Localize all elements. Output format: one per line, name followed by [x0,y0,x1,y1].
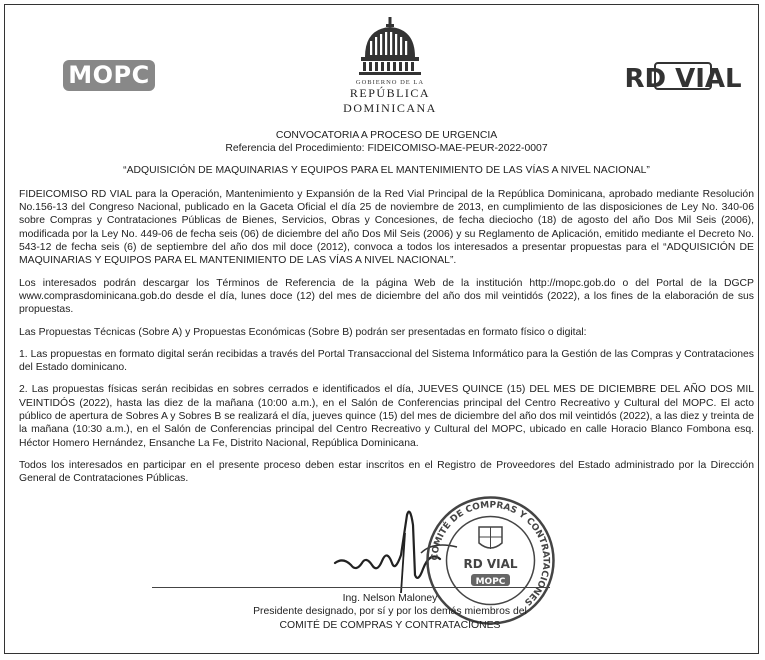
rd-vial-logo-text: RD VIAL [624,64,742,94]
paragraph-download: Los interesados podrán descargar los Términos de Referencia de la página Web de la institución http://mopc.gob.do o del Portal de la DGCP www.comprasdominicana.gob.do desde el día, lunes doce (12) del mes de diciembre del año dos mil veintidós (2022), a los fines de la elaboración de sus propuestas. [19,277,754,316]
document-body [19,129,754,495]
document-page [4,4,759,654]
paragraph-formats: Las Propuestas Técnicas (Sobre A) y Propuestas Económicas (Sobre B) podrán ser presentadas en formato físico o digital: [19,326,587,338]
signer-name: Ing. Nelson Maloney [342,593,438,604]
signer-role: Presidente designado, por sí y por los demás miembros del [253,606,527,618]
seal-outer-text: COMITÉ DE COMPRAS Y CONTRATACIONES [430,500,551,607]
convocatoria-title: CONVOCATORIA A PROCESO DE URGENCIA [275,130,498,141]
republic-label: REPÚBLICA DOMINICANA [343,86,437,115]
paragraph-digital: 1. Las propuestas en formato digital serán recibidas a través del Portal Transaccional del Sistema Informático para la Gestión de las Compras y Contrataciones del Estado dominicano. [19,348,754,374]
capitol-dome-icon [355,15,425,77]
mopc-logo: MOPC [63,60,155,91]
procurement-subject: “ADQUISICIÓN DE MAQUINARIAS Y EQUIPOS PARA EL MANTENIMIENTO DE LAS VÍAS A NIVEL NACIONAL” [123,164,650,176]
government-label: GOBIERNO DE LA [355,79,425,86]
paragraph-physical: 2. Las propuestas físicas serán recibidas en sobres cerrados e identificados el día, JUEVES QUINCE (15) DEL MES DE DICIEMBRE DEL AÑO DOS MIL VEINTIDÓS (2022), hasta las diez de la mañana (10:00 a.m.), en el Salón de Conferencias principal del Centro Recreativo y Cultural del MOPC. El acto público de apertura de Sobres A y Sobres B se realizará el día, jueves quince (15) del mes de diciembre del año dos mil veintidós (2022), a las diez y treinta de la mañana (10:30 a.m.), en el Salón de Conferencias principal del Centro Recreativo y Cultural del MOPC, ubicado en calle Horacio Blanco Fombona esq. Héctor Homero Hernández, Ensanche La Fe, Distrito Nacional, República Dominicana. [19,384,754,449]
seal-mopc-text: MOPC [475,577,506,587]
signer-committee: COMITÉ DE COMPRAS Y CONTRATACIONES [279,619,501,631]
heading-block [19,129,754,177]
procedure-reference: Referencia del Procedimiento: FIDEICOMISO-MAE-PEUR-2022-0007 [225,143,548,155]
signer-block [205,592,575,632]
paragraph-registry: Todos los interesados en participar en el presente proceso deben estar inscritos en el Registro de Proveedores del Estado administrado por la Dirección General de Contrataciones Públicas. [19,459,754,485]
rd-vial-logo [624,57,742,97]
seal-rd-vial-text: RD VIAL [463,557,518,571]
coat-of-arms-icon [479,527,502,549]
government-crest [315,15,465,115]
paragraph-intro: FIDEICOMISO RD VIAL para la Operación, Mantenimiento y Expansión de la Red Vial Principal de la República Dominicana, aprobado mediante Resolución No.156-13 del Congreso Nacional, publicado en la Gaceta Oficial el día 25 de noviembre de 2013, en cumplimiento de las disposiciones de Ley No. 340-06 sobre Compras y Contrataciones Públicas de Bienes, Servicios, Obras y Concesiones, de fecha dieciocho (18) de agosto del año Dos Mil Seis (2006), modificada por la Ley No. 449-06 de fecha seis (06) de diciembre del año Dos Mil Seis (2006) y su Reglamento de Aplicación, emitido mediante el Decreto No. 543-12 de fecha seis (6) de septiembre del año dos mil doce (2012), convoca a todos los interesados a presentar propuestas para el “ADQUISICIÓN DE MAQUINARIAS Y EQUIPOS PARA EL MANTENIMIENTO DE LAS VÍAS A NIVEL NACIONAL”. [19,188,754,267]
